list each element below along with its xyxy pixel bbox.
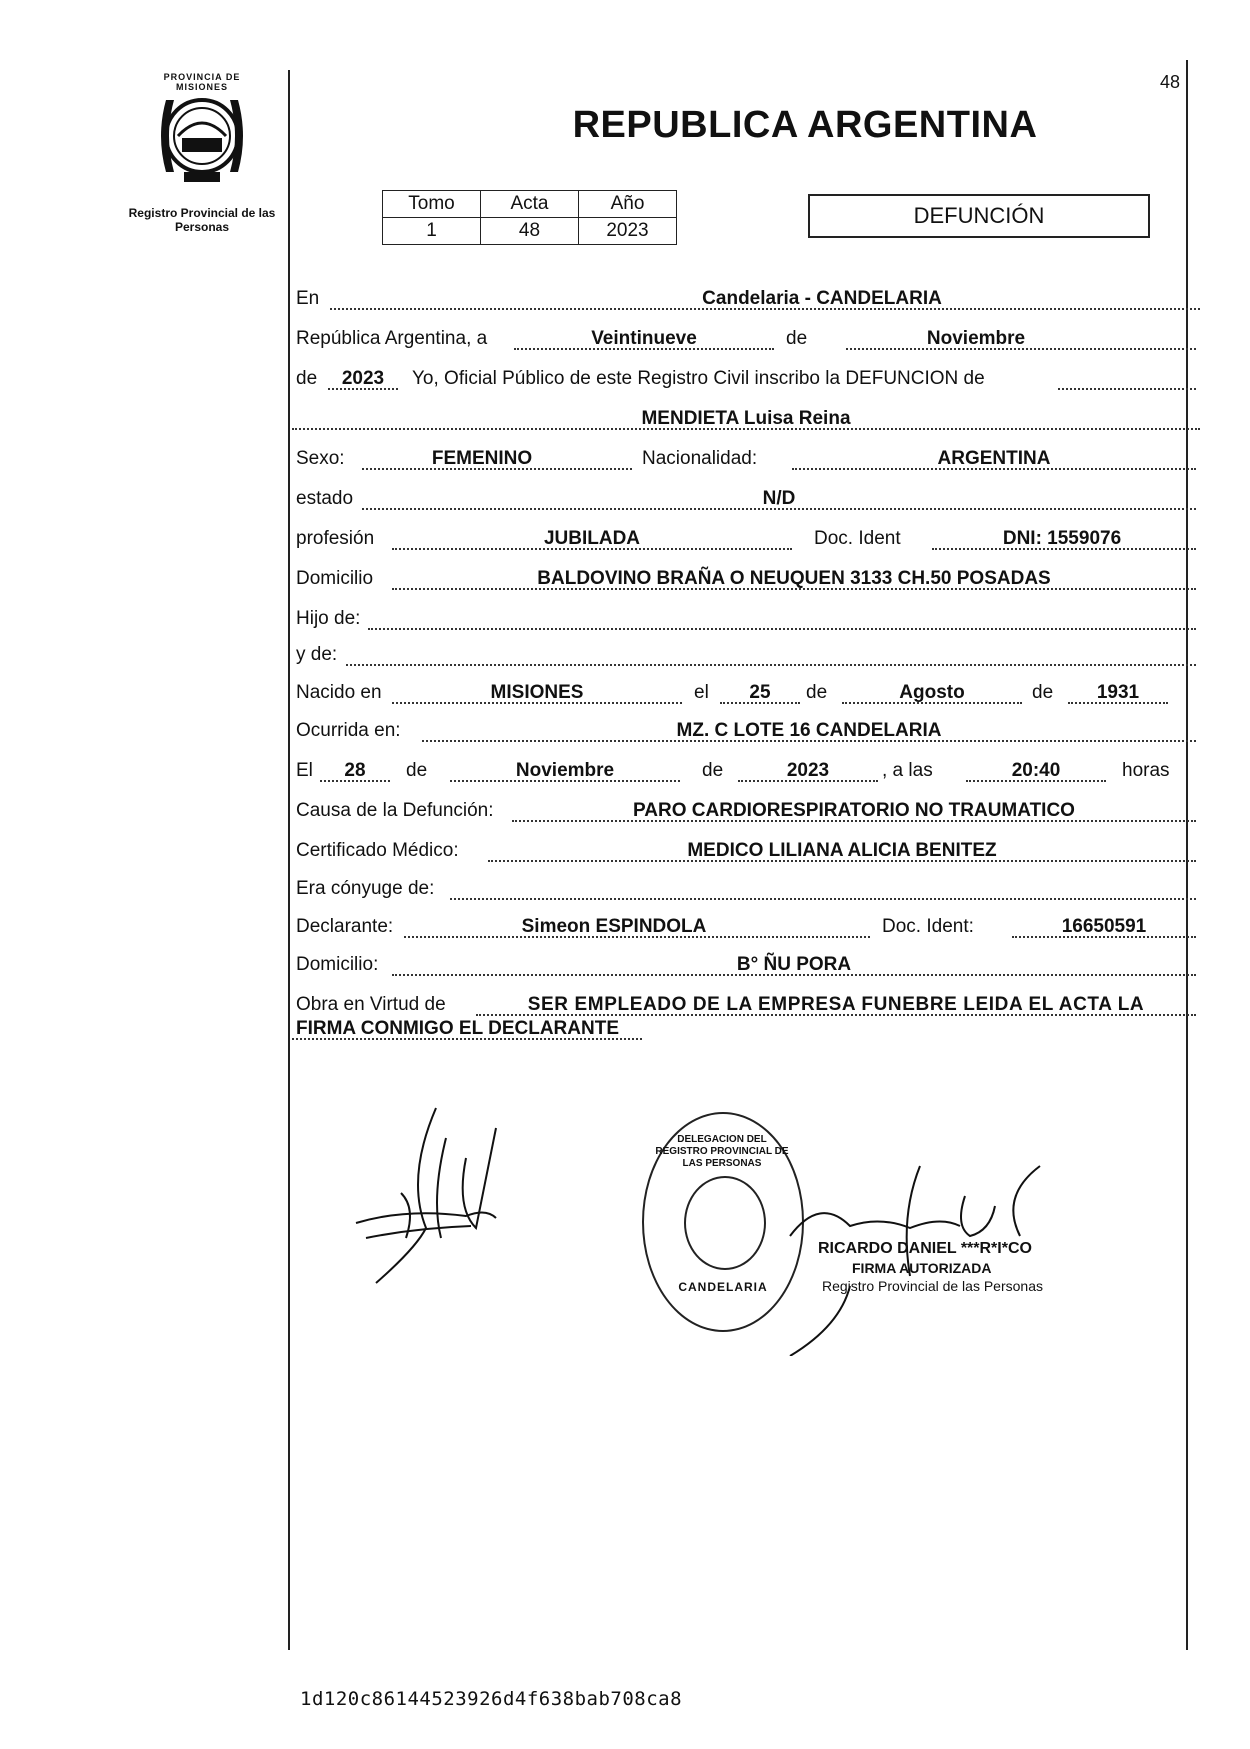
label-doc-ident2: Doc. Ident: <box>882 916 974 937</box>
row-de <box>292 362 1190 398</box>
label-republica: República Argentina, a <box>296 328 488 349</box>
row-republica <box>292 322 1190 358</box>
value-nac-dia: 25 <box>749 682 771 703</box>
page-title: REPUBLICA ARGENTINA <box>572 104 1038 146</box>
row-en <box>292 282 1190 318</box>
label-conyuge: Era cónyuge de: <box>296 878 435 899</box>
value-obra-1: SER EMPLEADO DE LA EMPRESA FUNEBRE LEIDA EL ACTA LA <box>527 994 1145 1015</box>
value-def-dia: 28 <box>344 760 366 781</box>
label-horas: horas <box>1122 760 1170 781</box>
label-de: de <box>786 328 808 349</box>
row-fecha-defuncion <box>292 754 1190 790</box>
official-org: Registro Provincial de las Personas <box>822 1278 1043 1294</box>
row-causa <box>292 794 1190 830</box>
value-declarante: Simeon ESPINDOLA <box>521 916 707 937</box>
value-certificado: MEDICO LILIANA ALICIA BENITEZ <box>687 840 997 861</box>
label-el: el <box>694 682 709 703</box>
label-ocurrida-en: Ocurrida en: <box>296 720 401 741</box>
stamp-city: CANDELARIA <box>678 1280 768 1294</box>
document-hash: 1d120c86144523926d4f638bab708ca8 <box>300 1688 683 1710</box>
label-sexo: Sexo: <box>296 448 345 469</box>
value-declarante-doc: 16650591 <box>1061 916 1147 937</box>
row-ocurrida <box>292 714 1190 750</box>
label-causa: Causa de la Defunción: <box>296 800 494 821</box>
label-domicilio2: Domicilio: <box>296 954 379 975</box>
value-profesion: JUBILADA <box>543 528 641 549</box>
value-causa: PARO CARDIORESPIRATORIO NO TRAUMATICO <box>633 800 1075 821</box>
label-a-las: , a las <box>882 760 933 781</box>
value-mes: Noviembre <box>926 328 1026 349</box>
stamp-text: DELEGACION DEL REGISTRO PROVINCIAL DE LAS PERSONAS <box>655 1134 789 1169</box>
label-de-def2: de <box>702 760 724 781</box>
logo-text: PROVINCIA DE MISIONES <box>163 72 241 92</box>
label-nacido-en: Nacido en <box>296 682 382 703</box>
label-de-nac2: de <box>1032 682 1054 703</box>
value-hora: 20:40 <box>1011 760 1061 781</box>
row-obra-2 <box>292 1012 1190 1048</box>
label-y-de: y de: <box>296 644 338 665</box>
label-en: En <box>296 288 320 309</box>
record-type-box: DEFUNCIÓN <box>808 194 1150 238</box>
header-anio: Año <box>579 191 677 218</box>
row-profesion <box>292 522 1190 558</box>
declarante-signature <box>346 1098 516 1293</box>
label-yo-oficial: Yo, Oficial Público de este Registro Civil inscribo la DEFUNCION de <box>412 368 985 389</box>
stamp-emblem <box>684 1176 766 1270</box>
value-domicilio: BALDOVINO BRAÑA O NEUQUEN 3133 CH.50 POSADAS <box>537 568 1051 589</box>
label-hijo-de: Hijo de: <box>296 608 361 629</box>
row-nacido <box>292 676 1190 712</box>
label-de-nac1: de <box>806 682 828 703</box>
value-nac-mes: Agosto <box>899 682 965 703</box>
value-estado: N/D <box>762 488 796 509</box>
value-acta: 48 <box>481 218 579 245</box>
label-el-cap: El <box>296 760 313 781</box>
label-doc-ident: Doc. Ident <box>814 528 901 549</box>
value-def-mes: Noviembre <box>515 760 615 781</box>
left-margin-line <box>288 70 290 1650</box>
value-def-anio: 2023 <box>786 760 830 781</box>
label-domicilio: Domicilio <box>296 568 374 589</box>
label-de-start: de <box>296 368 318 389</box>
official-name: RICARDO DANIEL ***R*I*CO <box>818 1240 1032 1257</box>
label-obra: Obra en Virtud de <box>296 994 446 1015</box>
value-nac-anio: 1931 <box>1096 682 1140 703</box>
row-estado <box>292 482 1190 518</box>
value-tomo: 1 <box>383 218 481 245</box>
page-number: 48 <box>1160 72 1181 92</box>
official-signature <box>780 1156 1080 1361</box>
row-declarante <box>292 910 1190 946</box>
official-role: FIRMA AUTORIZADA <box>852 1260 992 1276</box>
misiones-logo <box>146 80 258 192</box>
value-nacionalidad: ARGENTINA <box>937 448 1051 469</box>
row-y-de <box>292 638 1190 674</box>
label-profesion: profesión <box>296 528 375 549</box>
value-anio: 2023 <box>341 368 385 389</box>
label-certificado: Certificado Médico: <box>296 840 459 861</box>
row-nombre <box>292 402 1190 438</box>
row-domicilio2 <box>292 948 1190 984</box>
row-domicilio <box>292 562 1190 598</box>
row-sexo <box>292 442 1190 478</box>
value-nombre: MENDIETA Luisa Reina <box>641 408 851 429</box>
record-table <box>382 190 677 245</box>
value-ocurrida-en: MZ. C LOTE 16 CANDELARIA <box>676 720 942 741</box>
registro-label: Registro Provincial de las Personas <box>128 206 276 234</box>
header-acta: Acta <box>481 191 579 218</box>
row-hijo-de <box>292 602 1190 638</box>
header-tomo: Tomo <box>383 191 481 218</box>
label-de-def1: de <box>406 760 428 781</box>
value-sexo: FEMENINO <box>431 448 533 469</box>
value-declarante-domicilio: B° ÑU PORA <box>736 954 852 975</box>
value-dia-letras: Veintinueve <box>591 328 697 349</box>
value-lugar: Candelaria - CANDELARIA <box>702 288 942 309</box>
row-conyuge <box>292 872 1190 908</box>
value-doc-ident: DNI: 1559076 <box>1002 528 1122 549</box>
label-estado: estado <box>296 488 354 509</box>
label-nacionalidad: Nacionalidad: <box>642 448 758 469</box>
value-nacido-en: MISIONES <box>490 682 584 703</box>
row-certificado <box>292 834 1190 870</box>
value-obra-2: FIRMA CONMIGO EL DECLARANTE <box>296 1018 619 1039</box>
label-declarante: Declarante: <box>296 916 394 937</box>
value-anio: 2023 <box>579 218 677 245</box>
